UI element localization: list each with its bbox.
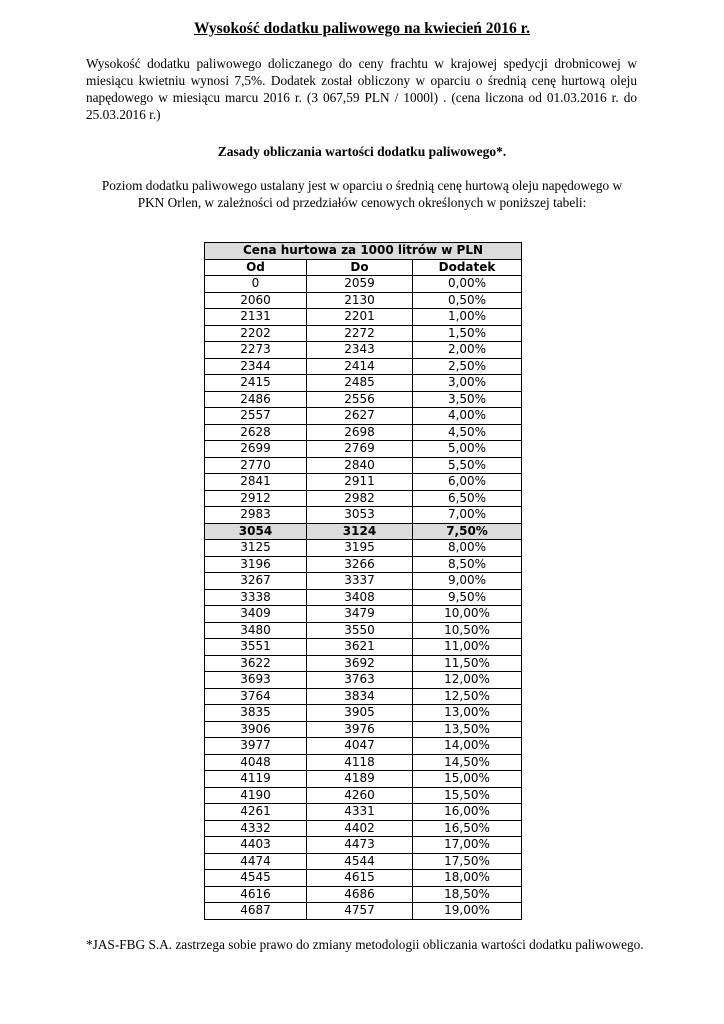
cell-dodatek: 12,00% <box>413 672 522 689</box>
cell-od: 3551 <box>205 639 307 656</box>
table-row <box>205 738 522 755</box>
footnote: *JAS-FBG S.A. zastrzega sobie prawo do zmiany metodologii obliczania wartości dodatku paliwowego. <box>86 937 644 952</box>
cell-od: 0 <box>205 276 307 293</box>
header-do: Do <box>307 259 413 276</box>
table-row <box>205 754 522 771</box>
cell-do: 4047 <box>307 738 413 755</box>
table-row <box>205 853 522 870</box>
cell-od: 4474 <box>205 853 307 870</box>
cell-od: 2202 <box>205 325 307 342</box>
table-header-row <box>205 259 522 276</box>
cell-od: 2486 <box>205 391 307 408</box>
cell-dodatek: 9,50% <box>413 589 522 606</box>
header-dodatek: Dodatek <box>413 259 522 276</box>
table-row <box>205 457 522 474</box>
table-caption-row <box>205 243 522 260</box>
table-row <box>205 375 522 392</box>
cell-do: 3550 <box>307 622 413 639</box>
table-row <box>205 276 522 293</box>
cell-dodatek: 14,50% <box>413 754 522 771</box>
cell-od: 2060 <box>205 292 307 309</box>
cell-od: 3622 <box>205 655 307 672</box>
table-row <box>205 837 522 854</box>
cell-dodatek: 14,00% <box>413 738 522 755</box>
table-row <box>205 820 522 837</box>
cell-dodatek: 8,50% <box>413 556 522 573</box>
table-row <box>205 771 522 788</box>
table-row <box>205 325 522 342</box>
cell-od: 4545 <box>205 870 307 887</box>
cell-dodatek: 5,50% <box>413 457 522 474</box>
cell-do: 4544 <box>307 853 413 870</box>
cell-dodatek: 1,50% <box>413 325 522 342</box>
cell-od: 2131 <box>205 309 307 326</box>
cell-do: 2485 <box>307 375 413 392</box>
cell-od: 4616 <box>205 886 307 903</box>
cell-dodatek: 10,50% <box>413 622 522 639</box>
cell-od: 2273 <box>205 342 307 359</box>
cell-do: 3195 <box>307 540 413 557</box>
cell-od: 2415 <box>205 375 307 392</box>
cell-dodatek: 9,00% <box>413 573 522 590</box>
cell-dodatek: 16,00% <box>413 804 522 821</box>
cell-do: 4260 <box>307 787 413 804</box>
cell-dodatek: 0,00% <box>413 276 522 293</box>
table-row <box>205 606 522 623</box>
cell-od: 4687 <box>205 903 307 920</box>
table-row <box>205 870 522 887</box>
cell-dodatek: 13,50% <box>413 721 522 738</box>
cell-od: 4403 <box>205 837 307 854</box>
cell-dodatek: 0,50% <box>413 292 522 309</box>
cell-dodatek: 1,00% <box>413 309 522 326</box>
rules-heading: Zasady obliczania wartości dodatku paliwowego*. <box>217 144 507 159</box>
cell-dodatek: 4,00% <box>413 408 522 425</box>
table-row <box>205 441 522 458</box>
table-row <box>205 573 522 590</box>
table-row <box>205 787 522 804</box>
cell-od: 2557 <box>205 408 307 425</box>
cell-od: 4119 <box>205 771 307 788</box>
cell-do: 2982 <box>307 490 413 507</box>
cell-dodatek: 17,50% <box>413 853 522 870</box>
table-row <box>205 556 522 573</box>
table-row <box>205 688 522 705</box>
cell-od: 3196 <box>205 556 307 573</box>
table-row <box>205 474 522 491</box>
table-row <box>205 424 522 441</box>
cell-do: 3621 <box>307 639 413 656</box>
table-row <box>205 886 522 903</box>
cell-do: 2343 <box>307 342 413 359</box>
cell-do: 2130 <box>307 292 413 309</box>
cell-od: 3480 <box>205 622 307 639</box>
cell-do: 2698 <box>307 424 413 441</box>
cell-do: 3337 <box>307 573 413 590</box>
cell-od: 3338 <box>205 589 307 606</box>
cell-do: 3479 <box>307 606 413 623</box>
table-row <box>205 507 522 524</box>
cell-dodatek: 15,50% <box>413 787 522 804</box>
cell-dodatek: 16,50% <box>413 820 522 837</box>
cell-do: 2911 <box>307 474 413 491</box>
cell-do: 3124 <box>307 523 413 540</box>
table-row <box>205 903 522 920</box>
cell-dodatek: 6,00% <box>413 474 522 491</box>
table-row <box>205 309 522 326</box>
cell-od: 3906 <box>205 721 307 738</box>
table-row <box>205 391 522 408</box>
cell-od: 2983 <box>205 507 307 524</box>
rules-description: Poziom dodatku paliwowego ustalany jest w oparciu o średnią cenę hurtową oleju napędowego w PKN Orlen, w zależności od przedziałów cenowych określonych w poniższej tabeli: <box>101 178 623 210</box>
cell-do: 2414 <box>307 358 413 375</box>
cell-od: 3054 <box>205 523 307 540</box>
cell-od: 3693 <box>205 672 307 689</box>
cell-do: 3834 <box>307 688 413 705</box>
cell-do: 2272 <box>307 325 413 342</box>
cell-do: 2769 <box>307 441 413 458</box>
cell-dodatek: 15,00% <box>413 771 522 788</box>
cell-od: 4261 <box>205 804 307 821</box>
cell-do: 4757 <box>307 903 413 920</box>
cell-do: 4189 <box>307 771 413 788</box>
cell-do: 4118 <box>307 754 413 771</box>
table-row <box>205 721 522 738</box>
cell-dodatek: 19,00% <box>413 903 522 920</box>
cell-od: 2699 <box>205 441 307 458</box>
cell-od: 2628 <box>205 424 307 441</box>
table-row <box>205 540 522 557</box>
table-row <box>205 804 522 821</box>
table-row <box>205 292 522 309</box>
cell-dodatek: 5,00% <box>413 441 522 458</box>
cell-do: 3408 <box>307 589 413 606</box>
cell-dodatek: 11,00% <box>413 639 522 656</box>
cell-od: 3835 <box>205 705 307 722</box>
cell-do: 4402 <box>307 820 413 837</box>
cell-od: 3409 <box>205 606 307 623</box>
cell-dodatek: 10,00% <box>413 606 522 623</box>
cell-dodatek: 8,00% <box>413 540 522 557</box>
cell-dodatek: 3,50% <box>413 391 522 408</box>
cell-od: 3764 <box>205 688 307 705</box>
cell-od: 2344 <box>205 358 307 375</box>
cell-dodatek: 7,00% <box>413 507 522 524</box>
header-od: Od <box>205 259 307 276</box>
table-row <box>205 639 522 656</box>
table-row <box>205 622 522 639</box>
cell-dodatek: 2,50% <box>413 358 522 375</box>
table-row <box>205 523 522 540</box>
cell-dodatek: 6,50% <box>413 490 522 507</box>
fuel-surcharge-table <box>204 242 522 920</box>
table-row <box>205 408 522 425</box>
cell-od: 3267 <box>205 573 307 590</box>
cell-do: 3053 <box>307 507 413 524</box>
cell-od: 3125 <box>205 540 307 557</box>
cell-do: 3763 <box>307 672 413 689</box>
cell-do: 2201 <box>307 309 413 326</box>
cell-od: 2770 <box>205 457 307 474</box>
intro-paragraph: Wysokość dodatku paliwowego doliczanego do ceny frachtu w krajowej spedycji drobnicowej w miesiącu kwietniu wynosi 7,5%. Dodatek został obliczony w oparciu o średnią cenę hurtową oleju napędowego w miesiącu marcu 2016 r. (3 067,59 PLN / 1000l) . (cena liczona od 01.03.2016 r. do 25.03.2016 r.) <box>86 56 637 122</box>
cell-od: 4048 <box>205 754 307 771</box>
table-row <box>205 705 522 722</box>
cell-dodatek: 13,00% <box>413 705 522 722</box>
table-row <box>205 342 522 359</box>
cell-do: 2059 <box>307 276 413 293</box>
cell-do: 2840 <box>307 457 413 474</box>
cell-dodatek: 3,00% <box>413 375 522 392</box>
table-row <box>205 358 522 375</box>
cell-do: 4686 <box>307 886 413 903</box>
cell-od: 3977 <box>205 738 307 755</box>
cell-do: 4473 <box>307 837 413 854</box>
cell-do: 3266 <box>307 556 413 573</box>
cell-dodatek: 17,00% <box>413 837 522 854</box>
table-row <box>205 490 522 507</box>
cell-do: 2556 <box>307 391 413 408</box>
table-body <box>205 276 522 920</box>
table-row <box>205 655 522 672</box>
table-caption: Cena hurtowa za 1000 litrów w PLN <box>205 243 522 260</box>
cell-do: 4331 <box>307 804 413 821</box>
cell-dodatek: 11,50% <box>413 655 522 672</box>
cell-do: 2627 <box>307 408 413 425</box>
cell-od: 4190 <box>205 787 307 804</box>
cell-dodatek: 12,50% <box>413 688 522 705</box>
table-row <box>205 672 522 689</box>
cell-do: 3905 <box>307 705 413 722</box>
cell-dodatek: 18,00% <box>413 870 522 887</box>
cell-dodatek: 7,50% <box>413 523 522 540</box>
cell-do: 3692 <box>307 655 413 672</box>
cell-dodatek: 2,00% <box>413 342 522 359</box>
cell-do: 3976 <box>307 721 413 738</box>
cell-od: 4332 <box>205 820 307 837</box>
cell-od: 2912 <box>205 490 307 507</box>
cell-do: 4615 <box>307 870 413 887</box>
document-title: Wysokość dodatku paliwowego na kwiecień 2016 r. <box>193 20 531 37</box>
table-row <box>205 589 522 606</box>
cell-od: 2841 <box>205 474 307 491</box>
cell-dodatek: 4,50% <box>413 424 522 441</box>
cell-dodatek: 18,50% <box>413 886 522 903</box>
